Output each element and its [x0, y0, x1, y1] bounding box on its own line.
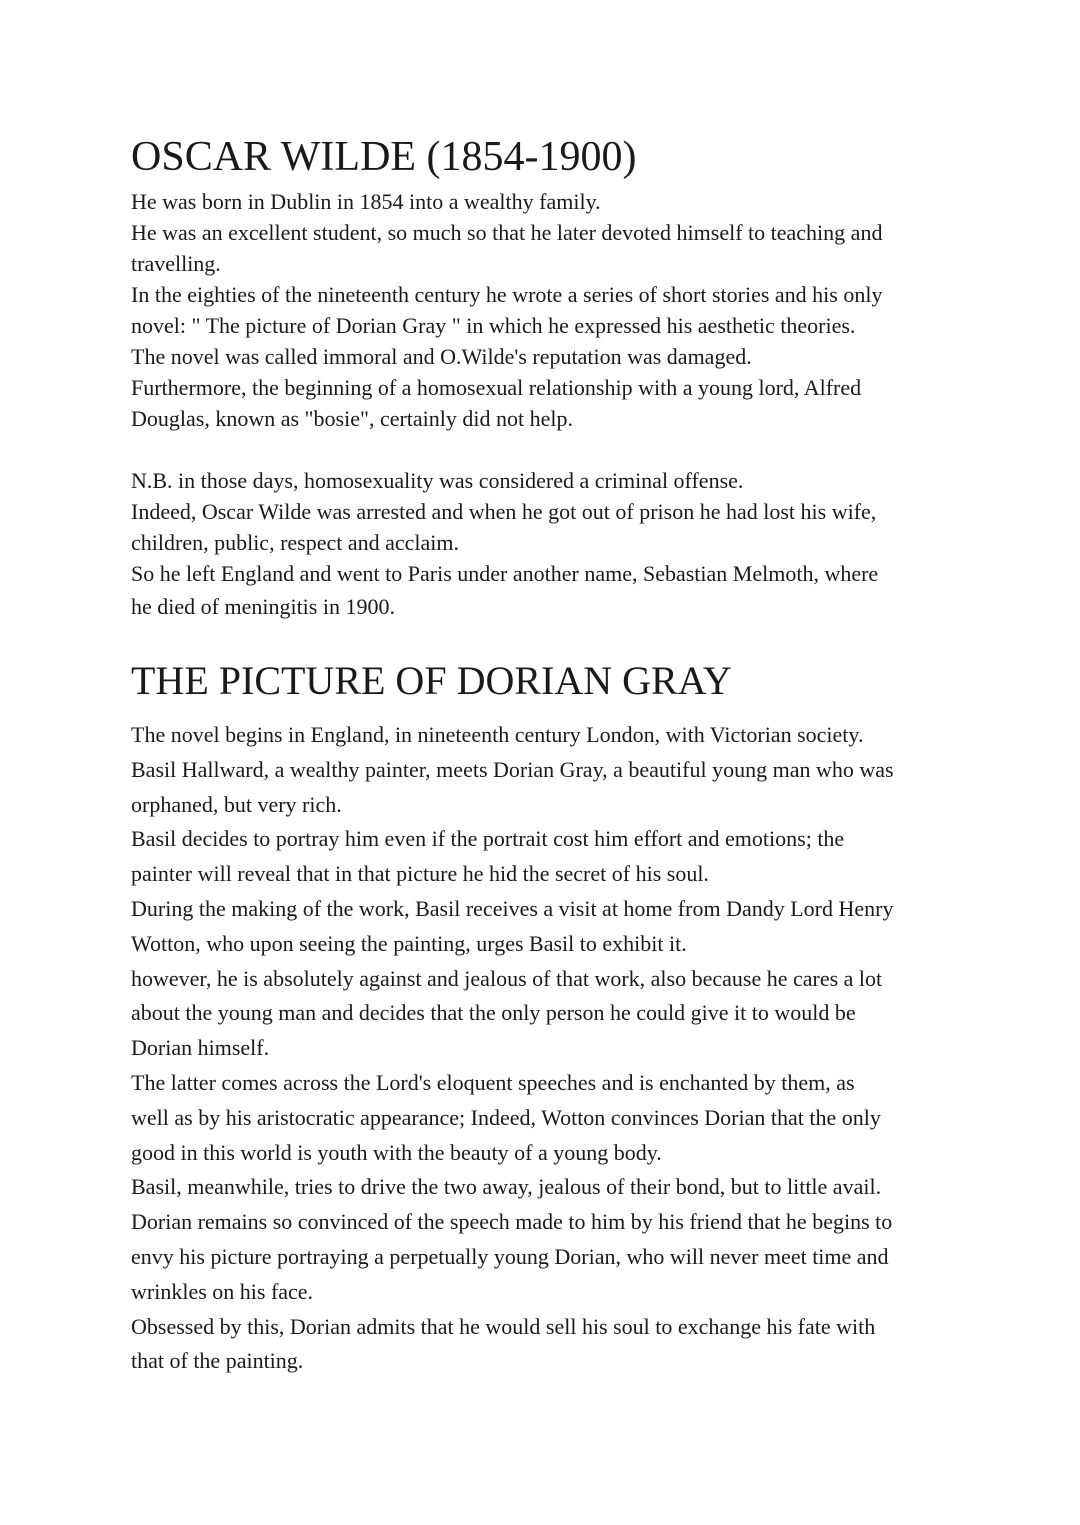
text-line: envy his picture portraying a perpetually young Dorian, who will never meet time and [131, 1243, 889, 1269]
note-paragraph [131, 465, 961, 625]
text-line: Douglas, known as "bosie", certainly did not help. [131, 406, 573, 431]
biography-paragraph [131, 186, 961, 434]
text-line: Basil Hallward, a wealthy painter, meets Dorian Gray, a beautiful young man who was [131, 756, 894, 782]
text-line: Obsessed by this, Dorian admits that he would sell his soul to exchange his fate with [131, 1313, 876, 1339]
text-line: N.B. in those days, homosexuality was considered a criminal offense. [131, 468, 744, 493]
text-line: novel: " The picture of Dorian Gray " in which he expressed his aesthetic theories. [131, 313, 856, 338]
text-line: Wotton, who upon seeing the painting, urges Basil to exhibit it. [131, 930, 687, 956]
text-line: Basil, meanwhile, tries to drive the two away, jealous of their bond, but to little avail. [131, 1174, 882, 1200]
text-line: Dorian himself. [131, 1035, 270, 1061]
text-line: Dorian remains so convinced of the speech made to him by his friend that he begins to [131, 1209, 893, 1235]
section-title: OSCAR WILDE (1854-1900) [131, 134, 637, 180]
text-line: good in this world is youth with the beauty of a young body. [131, 1139, 662, 1165]
text-line: Indeed, Oscar Wilde was arrested and when he got out of prison he had lost his wife, [131, 499, 877, 524]
text-line: wrinkles on his face. [131, 1278, 314, 1304]
text-line: So he left England and went to Paris under another name, Sebastian Melmoth, where [131, 561, 879, 586]
paragraph-gap [131, 434, 961, 465]
section-dorian-gray [131, 653, 961, 1379]
text-line: well as by his aristocratic appearance; Indeed, Wotton convinces Dorian that the only [131, 1104, 881, 1130]
text-line: He was an excellent student, so much so that he later devoted himself to teaching and [131, 220, 883, 245]
text-line: The latter comes across the Lord's eloquent speeches and is enchanted by them, as [131, 1069, 855, 1095]
text-line: Basil decides to portray him even if the portrait cost him effort and emotions; the [131, 826, 845, 852]
text-line: In the eighties of the nineteenth century he wrote a series of short stories and his only [131, 282, 883, 307]
text-line: that of the painting. [131, 1348, 304, 1374]
text-line: children, public, respect and acclaim. [131, 530, 460, 555]
text-line: about the young man and decides that the only person he could give it to would be [131, 1000, 856, 1026]
text-line: Furthermore, the beginning of a homosexual relationship with a young lord, Alfred [131, 375, 862, 400]
text-line: During the making of the work, Basil receives a visit at home from Dandy Lord Henry [131, 895, 894, 921]
section-title: THE PICTURE OF DORIAN GRAY [131, 658, 732, 703]
text-line: The novel begins in England, in nineteenth century London, with Victorian society. [131, 722, 864, 747]
text-line: however, he is absolutely against and jealous of that work, also because he cares a lot [131, 965, 883, 991]
text-line: travelling. [131, 251, 221, 276]
text-line: painter will reveal that in that picture he hid the secret of his soul. [131, 861, 709, 887]
text-line: he died of meningitis in 1900. [131, 594, 395, 619]
text-line: orphaned, but very rich. [131, 791, 342, 817]
section-oscar-wilde [131, 128, 961, 625]
document-page [131, 128, 961, 1379]
plot-paragraph [131, 718, 961, 1379]
text-line: The novel was called immoral and O.Wilde's reputation was damaged. [131, 344, 752, 369]
text-line: He was born in Dublin in 1854 into a wealthy family. [131, 189, 601, 214]
